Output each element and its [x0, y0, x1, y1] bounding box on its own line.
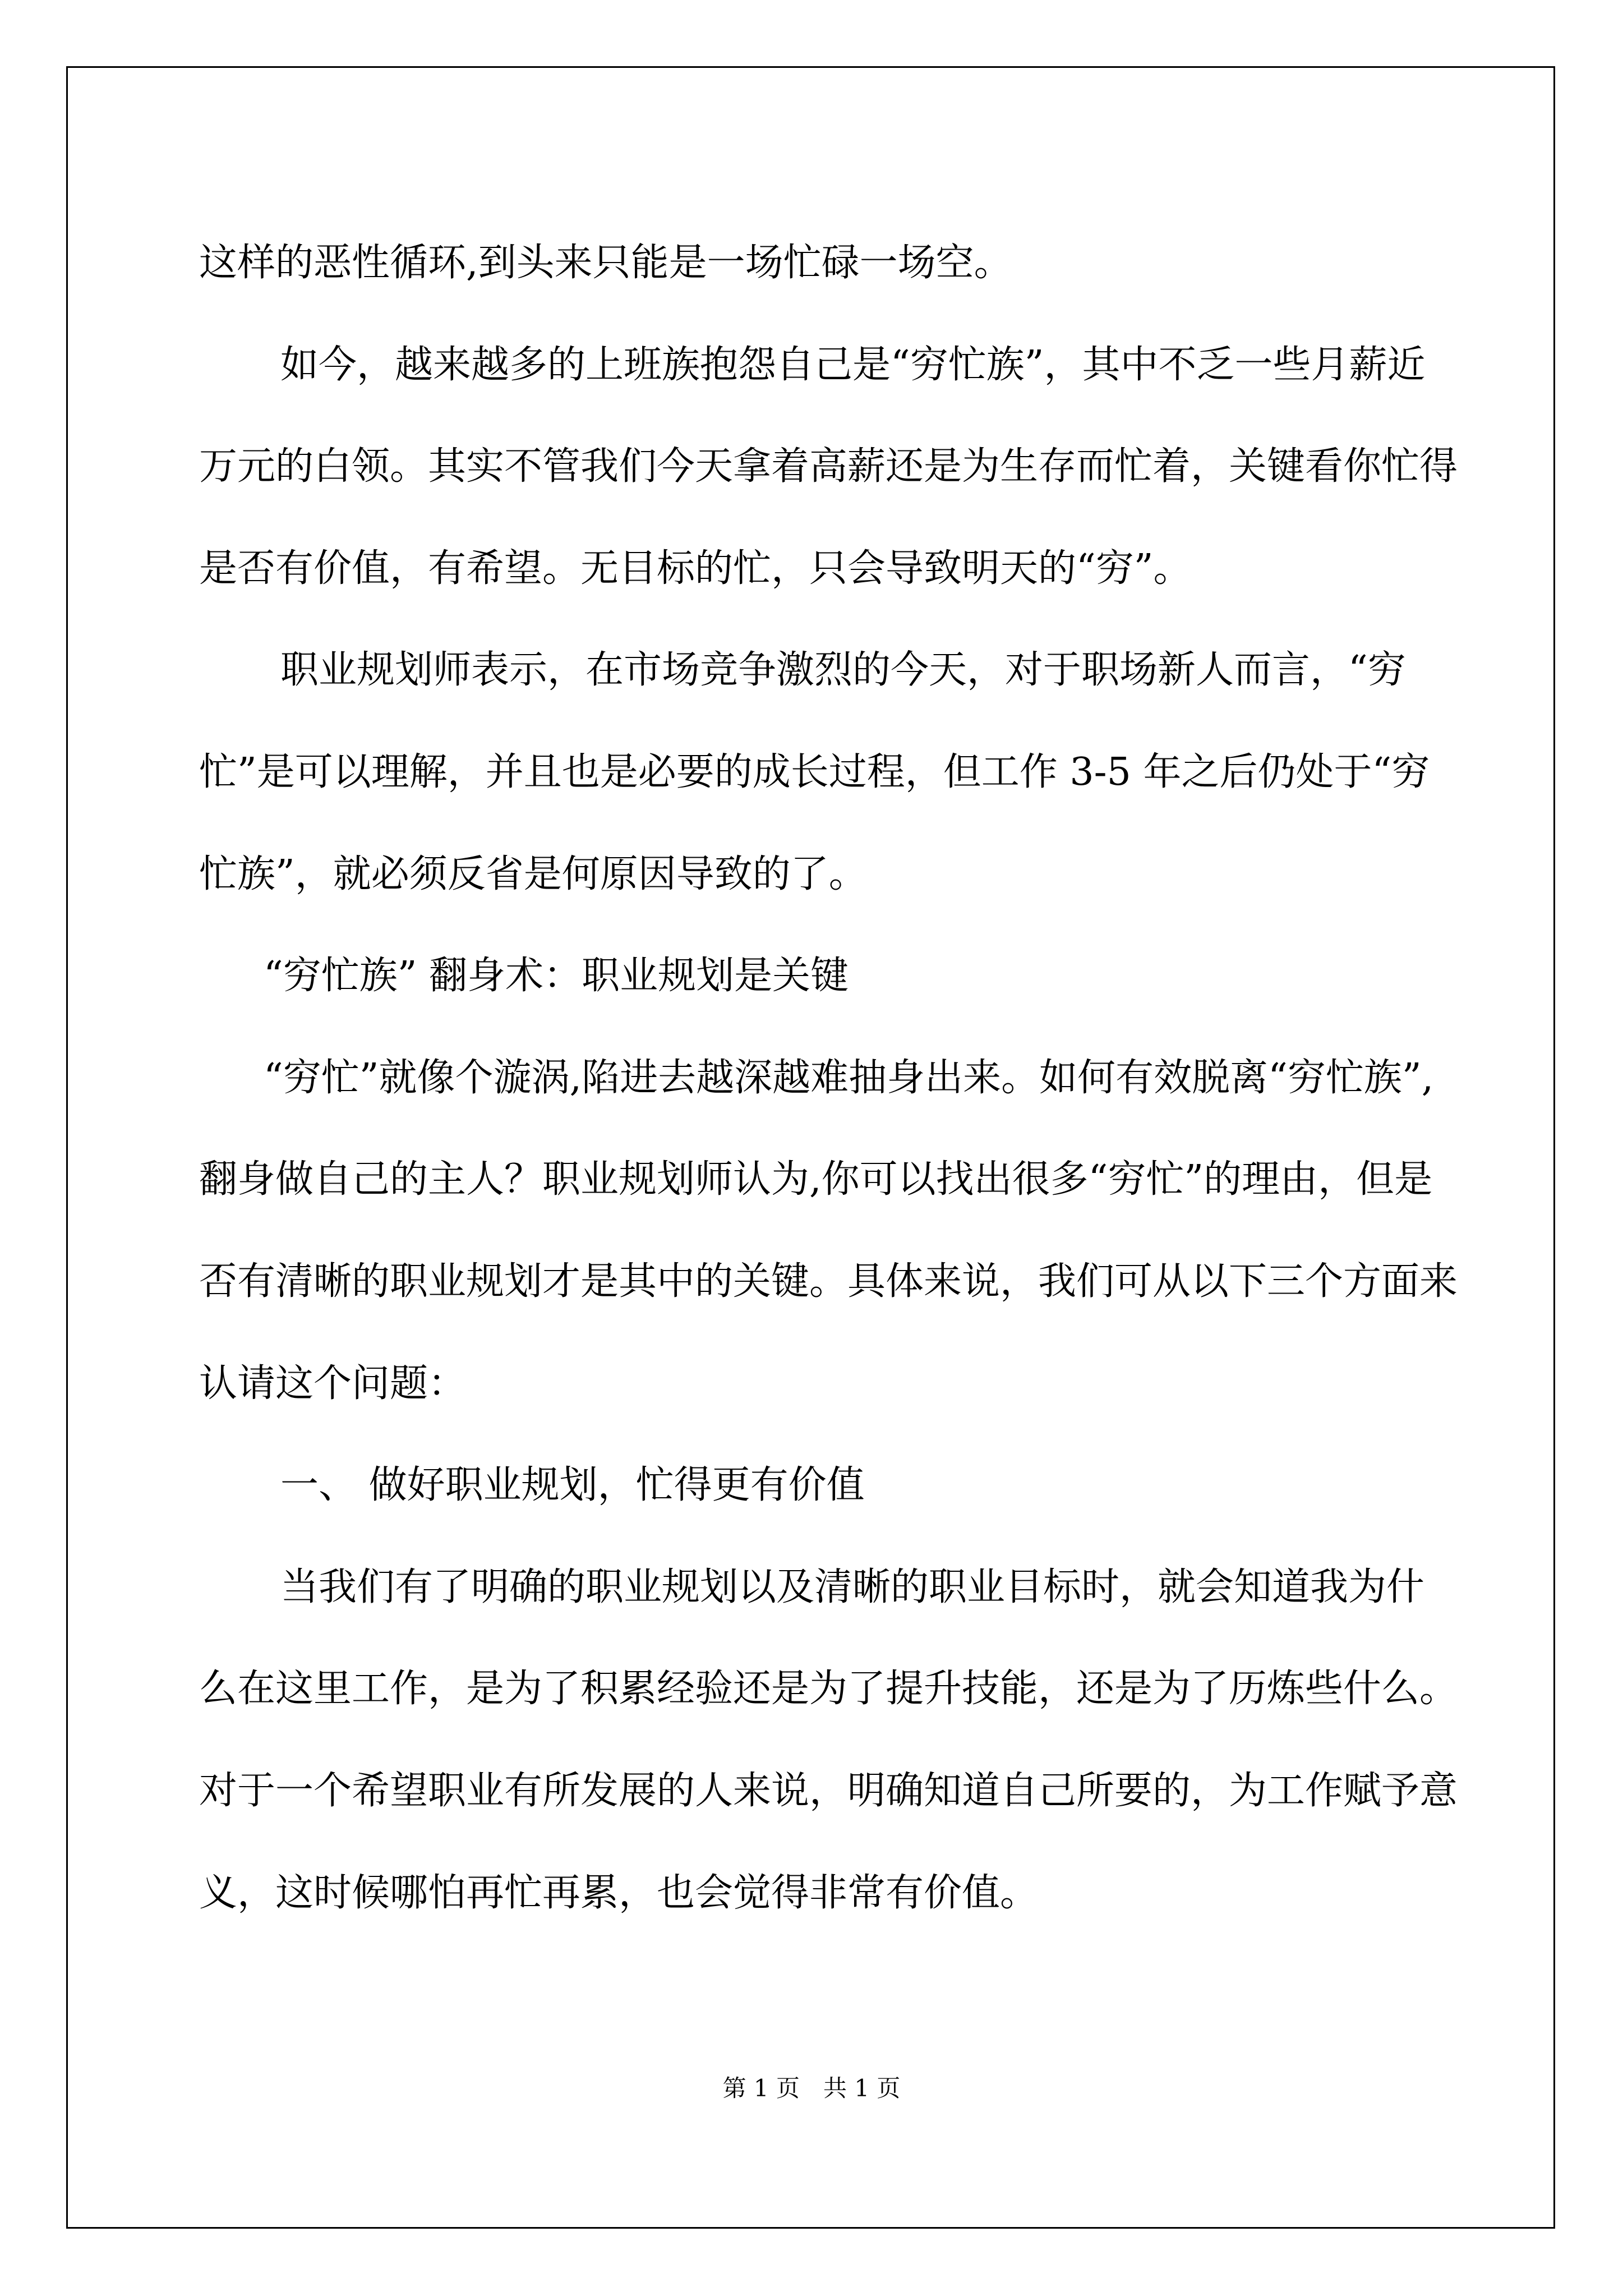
- paragraph-5: “穷忙”就像个漩涡,陷进去越深越难抽身出来。如何有效脱离“穷忙族”,翻身做自己的主人？职业规划师认为,你可以找出很多“穷忙”的理由，但是否有清晰的职业规划才是其中的关键。具体来说，我们可从以下三个方面来认请这个问题：: [199, 1055, 1458, 1406]
- paragraph-7: 当我们有了明确的职业规划以及清晰的职业目标时，就会知道我为什么在这里工作，是为了积累经验还是为了提升技能，还是为了历炼些什么。对于一个希望职业有所发展的人来说，明确知道自己所要的，为工作赋予意义，这时候哪怕再忙再累，也会觉得非常有价值。: [199, 1565, 1458, 1915]
- page-footer: 第 1 页 共 1 页: [722, 2074, 901, 2102]
- paragraph-2: 如今，越来越多的上班族抱怨自己是“穷忙族”，其中不乏一些月薪近万元的白领。其实不管我们今天拿着高薪还是为生存而忙着，关键看你忙得是否有价值，有希望。无目标的忙，只会导致明天的“穷”。: [199, 342, 1458, 591]
- paragraph-1: 这样的恶性循环,到头来只能是一场忙碌一场空。: [199, 241, 1012, 285]
- section-heading-fanshenshu: “穷忙族” 翻身术：职业规划是关键: [264, 954, 849, 999]
- document-body: [199, 212, 1461, 1944]
- paragraph-3: 职业规划师表示，在市场竞争激烈的今天，对于职场新人而言，“穷忙”是可以理解，并且也是必要的成长过程，但工作 3-5 年之后仍处于“穷忙族”，就必须反省是何原因导致的了。: [199, 648, 1430, 896]
- section-heading-one: 一、 做好职业规划，忙得更有价值: [280, 1463, 865, 1508]
